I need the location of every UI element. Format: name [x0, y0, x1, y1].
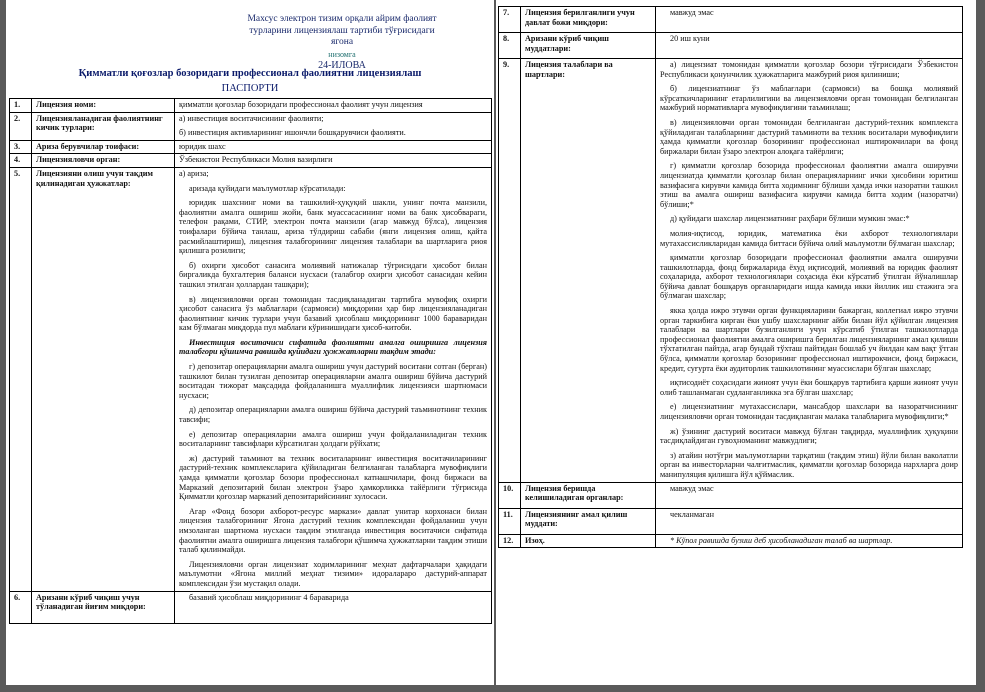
table-row: [10, 167, 492, 591]
header-line-1: Махсус электрон тизим орқали айрим фаолият: [247, 14, 437, 24]
row-number: 8.: [499, 33, 521, 59]
row-label: Лицензия берилганлиги учун давлат божи миқдори:: [521, 7, 656, 33]
row-label: Лицензия беришда келишиладиган органлар:: [521, 482, 656, 508]
value-text: е) лицензиатнинг мутахассислари, мансабдор шахслари ва назоратчисининг лицензияловчи орган томонидан тасдиқланган малака талабларига мувофиқлиги;*: [660, 402, 958, 421]
value-text: Лицензияловчи орган лицензиат ходимларининг меҳнат дафтарчалари ҳақидаги маълумотни «Ягона миллий меҳнат тизими» идоралараро дастурий-аппарат комплексидан ўзи мустақил олади.: [179, 559, 487, 588]
page-left: [6, 0, 494, 685]
value-text: а) ариза;: [179, 168, 209, 178]
value-text: ж) дастурий таъминот ва техник воситаларнинг инвестиция воситачиларининг дастурий-техник комплексларига қўйиладиган белгиланган талабларга мувофиқлиги ҳамда қимматли қоғозлар бозори профессионал катнашчилари, фонд биржаси ва Марказий депозитарий билан электрон ўзаро ҳамкорликка тайёрлиги тўғрисида Қимматли қоғозлар марказий депозитарийсининг хулосаси.: [179, 453, 487, 502]
table-row: [10, 591, 492, 623]
row-number: 2.: [10, 112, 32, 140]
value-text: Инвестиция воситачиси сифатида фаолиятни амалга оширишга лицензия талабгори қўшимча равишда қуйидаги ҳужжатларни тақдим этади:: [179, 337, 487, 357]
row-value: [175, 112, 492, 140]
value-text: юридик шахс: [179, 141, 226, 151]
value-text: якка ҳолда ижро этувчи орган функцияларини бажарган, коллегиал ижро этувчи орган таркибига кирган ёки ушбу шахсларнинг айби билан йўл қўйилган лицензия талаблари ва шартлари бузилганлиги учун кўрсатиб ўтилган ташкилотларда профессионал фаолиятни амалга оширишга берилган лицензияларнинг амал қилиши тўхтатилган пайтда, агар бундай тўхташ пайтидан бошлаб уч йилдан кам вақт ўтган бўлса, қимматли қоғозлар бозорининг профессионал иштирокчиси, фонд биржаси, кредит, суғурта ёки аудиторлик ташкилотининг муассислари бўлган шахслар;: [660, 306, 958, 373]
table-row: [499, 534, 963, 548]
table-row: [10, 99, 492, 113]
row-number: 4.: [10, 154, 32, 168]
row-label: Лицензияланадиган фаолиятнинг кичик турлари:: [32, 112, 175, 140]
passport-table-left: [9, 98, 492, 624]
row-label: Лицензия талаблари ва шартлари:: [521, 59, 656, 483]
passport-table-right: [498, 6, 963, 548]
value-text: базавий ҳисоблаш миқдорининг 4 бараварида: [189, 592, 349, 602]
row-label: Лицензияни олиш учун тақдим қилинадиган ҳужжатлар:: [32, 167, 175, 591]
value-text: иқтисодиёт соҳасидаги жиноят учун ёки бошқарув тартибига қарши жиноят учун олиб ташланмаган судланганликка эга бўлган шахслар;: [660, 378, 958, 397]
value-text: қимматли қоғозлар бозоридаги профессионал фаолият учун лицензия: [179, 100, 423, 109]
row-label: Лицензиянинг амал қилиш муддати:: [521, 508, 656, 534]
row-value: [175, 99, 492, 113]
row-number: 6.: [10, 591, 32, 623]
value-text: аризада қуйидаги маълумотлар кўрсатилади:: [189, 183, 346, 193]
row-number: 1.: [10, 99, 32, 113]
value-text: мавжуд эмас: [670, 483, 714, 493]
row-value: [656, 534, 963, 548]
value-text: в) лицензияловчи орган томонидан белгиланган дастурий-техник комплексга қўйиладиган талабларнинг дастурий таъминоти ва техник воситалари мувофиқлиги ҳамда қимматли қоғозлар бозорининг профессионал иштирокчилари ва фонд биржалари билан ўзаро электрон алоқага тайёрлиги;: [660, 117, 958, 156]
value-text: б) инвестиция активларининг ишончли бошқарувчиси фаолияти.: [179, 128, 406, 138]
row-label: Аризани кўриб чиқиш муддатлари:: [521, 33, 656, 59]
value-text: юридик шахснинг номи ва ташкилий-ҳуқуқий шакли, унинг почта манзили, фаолиятни амалга ошириш жойи, банк муассасасининг номи ва банк ҳисобвараги, телефон рақами, СТИР, электрон почта манзили (агар мавжуд бўлса), лицензия тоифалари бўйича танлаш, ариза тўлдириш сабаби (янги лицензия олиш, қайта расмийлаштириш), лицензия талабгорининг лицензия талаблари ва шартларига риоя қилишга розилиги;: [179, 198, 487, 256]
row-number: 7.: [499, 7, 521, 33]
value-text: * Кўпол равишда бузиш деб ҳисобланадиган талаб ва шартлар.: [670, 535, 893, 545]
value-text: з) атайин нотўғри маълумотларни тарқатиш (тақдим этиш) йўли билан ваколатли орган ва инвесторларни чалғитмаслик, қимматли қоғозлар бозорида нархларга доир манипуляция қилишга йўл қўймаслик.: [660, 450, 958, 479]
row-value: [175, 140, 492, 154]
header-line-2: турларини лицензиялаш тартиби тўғрисидаги ягона: [249, 25, 435, 47]
value-text: мавжуд эмас: [670, 8, 714, 17]
value-text: б) лицензиатнинг ўз маблағлари (сармояси) ва бошқа молиявий кўрсаткичларининг етарлилигини ва лицензияловчи орган томонидан белгиланган мажбурий нормативларга мувофиқлигини таъминлаш;: [660, 84, 958, 113]
row-value: [175, 167, 492, 591]
document-subtitle: ПАСПОРТИ: [221, 83, 279, 94]
row-value: [656, 33, 963, 59]
value-text: чекланмаган: [670, 509, 714, 519]
row-label: Изоҳ.: [521, 534, 656, 548]
table-row: [10, 154, 492, 168]
row-value: [656, 482, 963, 508]
value-text: қимматли қоғозлар бозоридаги профессионал фаолиятни амалга оширувчи ташкилотларда, фонд биржаларида ёхуд иқтисодий, молиявий ва юридик фаолият соҳаларида, ахборот технологиялари соҳасида ёки кўрсатиб ўтилган йўналишлар бўйича давлат бошқарув органларидаги ишда камида икки йиллик иш стажига эга бўлмаган шахслар;: [660, 253, 958, 301]
row-number: 11.: [499, 508, 521, 534]
value-text: а) лицензиат томонидан қимматли қоғозлар бозори тўғрисидаги Ўзбекистон Республикаси қонунчилик ҳужжатларига мажбурий риоя қилиниши;: [660, 60, 958, 79]
row-value: [175, 591, 492, 623]
row-value: [656, 7, 963, 33]
row-number: 9.: [499, 59, 521, 483]
row-label: Лицензияловчи орган:: [32, 154, 175, 168]
value-text: б) охирги ҳисобот санасига молиявий натижалар тўғрисидаги ҳисобот билан биргаликда бухгалтерия баланси нусхаси (талабгор охирги ҳисобот санасидан кейин ташкил этилган ҳоллардан ташқари);: [179, 260, 487, 289]
value-text: Агар «Фонд бозори ахборот-ресурс маркази» давлат унитар корхонаси билан лицензия талабгорининг Ягона дастурий техник комплексидан фойдаланиш учун имзоланган шартнома нусхаси тақдим этилганда инвестиция воситачиси сифатида фаолиятни амалга оширишга лицензия талабгори қўшимча ҳужжатларни тақдим этиши талаб қилинмайди.: [179, 506, 487, 555]
value-text: е) депозитар операцияларни амалга ошириш учун фойдаланиладиган техник воситаларнинг тавсифлари кўрсатилган ҳолдаги рўйхати;: [179, 429, 487, 449]
table-row: [499, 59, 963, 483]
table-row: [499, 482, 963, 508]
value-text: 20 иш куни: [670, 34, 710, 43]
row-value: [175, 154, 492, 168]
row-number: 3.: [10, 140, 32, 154]
value-text: Ўзбекистон Республикаси Молия вазирлиги: [179, 155, 333, 165]
row-label: Ариза берувчилар тоифаси:: [32, 140, 175, 154]
row-number: 10.: [499, 482, 521, 508]
table-row: [10, 112, 492, 140]
value-text: д) депозитар операцияларни амалга ошириш бўйича дастурий таъминотнинг техник тавсифи;: [179, 405, 487, 425]
row-value: [656, 59, 963, 483]
value-text: в) лицензияловчи орган томонидан тасдиқланадиган тартибга мувофиқ охирги ҳисобот санасига ўз маблағлари (сармояси) миқдорини ҳар бир лицензияланадиган фаолиятнинг кичик турлари учун базавий ҳисоблаш миқдорининг 1000 бараваридан кам бўлмаган миқдорда пул маблағи кўринишидаги ҳисоб-китоби.: [179, 294, 487, 333]
table-row: [499, 508, 963, 534]
appendix-number: 24-ИЛОВА: [318, 60, 366, 71]
row-label: Лицензия номи:: [32, 99, 175, 113]
row-number: 5.: [10, 167, 32, 591]
row-value: [656, 508, 963, 534]
value-text: молия-иқтисод, юридик, математика ёки ахборот технологиялари мутахассисликларидан камида биттаси бўйича олий маълумотли бўлмаган шахслар;: [660, 228, 958, 248]
value-text: ж) ўзининг дастурий воситаси мавжуд бўлган тақдирда, муаллифлик ҳуқуқини тасдиқлайдиган гувоҳноманинг мавжудлиги;: [660, 426, 958, 446]
value-text: а) инвестиция воситачисининг фаолияти;: [179, 113, 324, 123]
value-text: г) қимматли қоғозлар бозорида профессионал фаолиятни амалга оширувчи лицензиатда қимматли қоғозлар билан операцияларнинг ички ҳисобини юритиш вазифасига кирувчи камида битта ходимнинг бўлиши ҳамда ички назоратни ташкил этиш ва амалга ошириш вазифасига кирувчи камида битта ходим (назоратчи) бўлиши;*: [660, 161, 958, 209]
value-text: г) депозитар операцияларни амалга ошириш учун дастурий воситани сотган (берган) ташкилот билан тузилган депозитар операцияларни амалга ошириш бўйича дастурий воситадан тижорат мақсадида фойдаланишга муаллифлик лицензияси шартномаси нусхаси;: [179, 362, 487, 400]
value-text: д) қуйидаги шахслар лицензиатнинг раҳбари бўлиши мумкин эмас:*: [670, 214, 910, 224]
document-header: [242, 14, 442, 72]
page-right: [496, 0, 976, 685]
table-row: [499, 7, 963, 33]
header-line-3: низомга: [328, 49, 356, 59]
row-number: 12.: [499, 534, 521, 548]
row-label: Аризани кўриб чиқиш учун тўланадиган йиғим миқдори:: [32, 591, 175, 623]
document-title: Қимматли қоғозлар бозоридаги профессионал фаолиятни лицензиялаш: [78, 68, 422, 79]
table-row: [10, 140, 492, 154]
table-row: [499, 33, 963, 59]
